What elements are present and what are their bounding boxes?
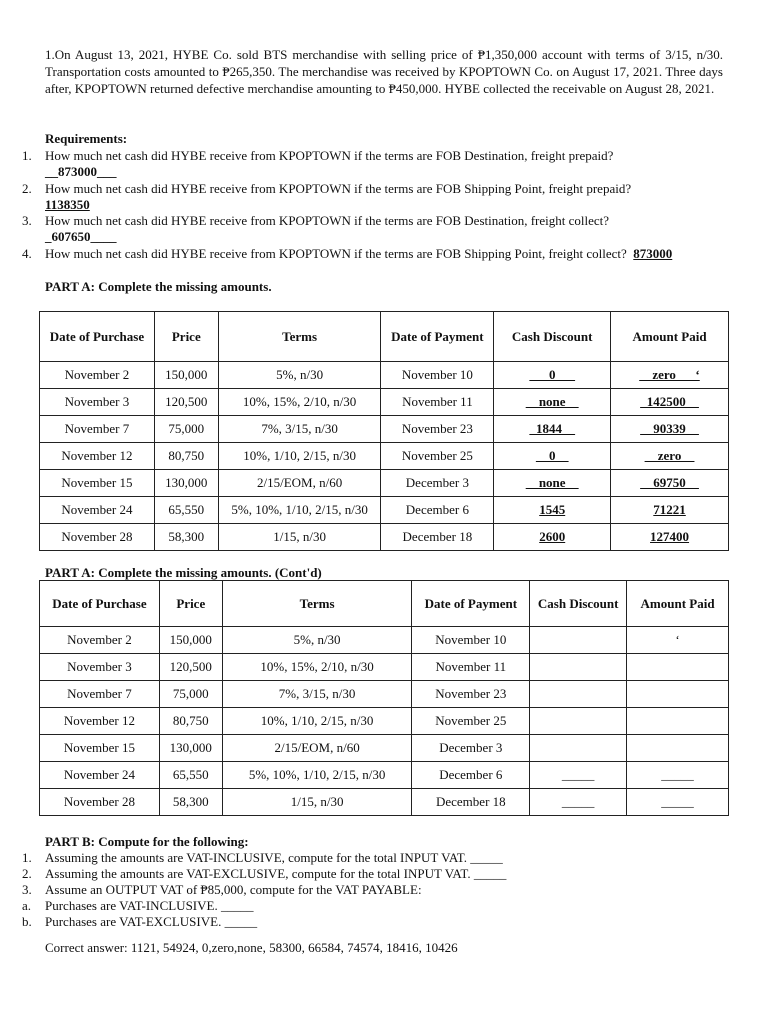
- requirement-text: How much net cash did HYBE receive from KPOPTOWN if the terms are FOB Destination, freight prepaid?: [45, 148, 614, 163]
- part-b-number: 1.: [22, 850, 32, 865]
- price-cell: 130,000: [154, 470, 218, 497]
- requirement-number: 2.: [22, 181, 32, 196]
- column-header: Amount Paid: [627, 581, 729, 627]
- date-cell: November 7: [40, 681, 160, 708]
- date-cell: November 15: [40, 470, 155, 497]
- price-cell: 120,500: [159, 654, 222, 681]
- part-b-heading: PART B: Compute for the following:: [45, 834, 249, 849]
- column-header: Amount Paid: [611, 312, 729, 362]
- amount-paid-cell[interactable]: [627, 708, 729, 735]
- payment-date-cell: November 23: [412, 681, 530, 708]
- table-row: [40, 762, 729, 789]
- discount-cell[interactable]: _____: [530, 789, 627, 816]
- table-row: [40, 362, 729, 389]
- date-cell: November 12: [40, 443, 155, 470]
- amount-paid-cell[interactable]: _142500__: [611, 389, 729, 416]
- price-cell: 150,000: [154, 362, 218, 389]
- price-cell: 75,000: [159, 681, 222, 708]
- amount-paid-cell[interactable]: [627, 654, 729, 681]
- requirement-answer: __873000___: [45, 164, 117, 179]
- amount-paid-cell[interactable]: __90339__: [611, 416, 729, 443]
- table-row: [40, 708, 729, 735]
- payment-date-cell: November 25: [381, 443, 494, 470]
- discount-cell[interactable]: 2600: [494, 524, 611, 551]
- price-cell: 120,500: [154, 389, 218, 416]
- terms-cell: 5%, n/30: [222, 627, 412, 654]
- part-b-text: Assuming the amounts are VAT-INCLUSIVE, compute for the total INPUT VAT. _____: [45, 850, 503, 865]
- terms-cell: 5%, 10%, 1/10, 2/15, n/30: [218, 497, 381, 524]
- column-header: Price: [154, 312, 218, 362]
- table-row: [40, 497, 729, 524]
- part-a-heading: PART A: Complete the missing amounts.: [45, 279, 272, 294]
- table-row: [40, 443, 729, 470]
- payment-date-cell: November 11: [381, 389, 494, 416]
- column-header: Cash Discount: [494, 312, 611, 362]
- discount-cell[interactable]: [530, 708, 627, 735]
- payment-date-cell: November 10: [412, 627, 530, 654]
- discount-cell[interactable]: _____: [530, 762, 627, 789]
- price-cell: 75,000: [154, 416, 218, 443]
- date-cell: November 12: [40, 708, 160, 735]
- discount-cell[interactable]: __none__: [494, 389, 611, 416]
- part-b-text: Purchases are VAT-INCLUSIVE. _____: [45, 898, 254, 913]
- requirement-line: [45, 246, 672, 262]
- part-b-number: a.: [22, 898, 32, 913]
- date-cell: November 28: [40, 789, 160, 816]
- requirement-text: How much net cash did HYBE receive from KPOPTOWN if the terms are FOB Shipping Point, freight collect?: [45, 246, 627, 261]
- column-header: Date of Payment: [381, 312, 494, 362]
- price-cell: 65,550: [159, 762, 222, 789]
- discount-cell[interactable]: [530, 627, 627, 654]
- part-b-number: 3.: [22, 882, 32, 897]
- discount-cell[interactable]: [530, 654, 627, 681]
- payment-date-cell: November 10: [381, 362, 494, 389]
- payment-date-cell: December 6: [381, 497, 494, 524]
- payment-date-cell: November 11: [412, 654, 530, 681]
- table-row: [40, 627, 729, 654]
- table-row: [40, 681, 729, 708]
- payment-date-cell: December 3: [412, 735, 530, 762]
- column-header: Cash Discount: [530, 581, 627, 627]
- terms-cell: 10%, 1/10, 2/15, n/30: [222, 708, 412, 735]
- part-a-cont-table: [39, 580, 729, 816]
- discount-cell[interactable]: [530, 681, 627, 708]
- column-header: Terms: [218, 312, 381, 362]
- part-a-table: [39, 311, 729, 551]
- terms-cell: 10%, 1/10, 2/15, n/30: [218, 443, 381, 470]
- payment-date-cell: December 18: [381, 524, 494, 551]
- part-b-text: Assuming the amounts are VAT-EXCLUSIVE, compute for the total INPUT VAT. _____: [45, 866, 507, 881]
- table-header-row: [40, 312, 729, 362]
- table-row: [40, 389, 729, 416]
- amount-paid-cell[interactable]: _____: [627, 762, 729, 789]
- correct-answer-text: Correct answer: 1121, 54924, 0,zero,none, 58300, 66584, 74574, 18416, 10426: [45, 940, 458, 955]
- amount-paid-cell[interactable]: [627, 735, 729, 762]
- table-header-row: [40, 581, 729, 627]
- table-row: [40, 654, 729, 681]
- requirements-title: Requirements:: [45, 131, 128, 146]
- payment-date-cell: November 23: [381, 416, 494, 443]
- requirement-answer: _607650____: [45, 229, 117, 244]
- terms-cell: 7%, 3/15, n/30: [218, 416, 381, 443]
- price-cell: 58,300: [154, 524, 218, 551]
- requirement-answer: 1138350: [45, 197, 90, 212]
- column-header: Date of Purchase: [40, 581, 160, 627]
- table-row: [40, 416, 729, 443]
- terms-cell: 7%, 3/15, n/30: [222, 681, 412, 708]
- amount-paid-cell[interactable]: __zero__: [611, 443, 729, 470]
- date-cell: November 15: [40, 735, 160, 762]
- problem-statement: 1.On August 13, 2021, HYBE Co. sold BTS merchandise with selling price of ₱1,350,000 account with terms of 3/15, n/30. Transportation costs amounted to ₱265,350. The merchandise was received by KPOPTOWN Co. on August 17, 2021. Three days after, KPOPTOWN returned defective merchandise amounting to ₱450,000. HYBE collected the receivable on August 28, 2021.: [45, 47, 723, 96]
- part-b-text: Assume an OUTPUT VAT of ₱85,000, compute for the VAT PAYABLE:: [45, 882, 422, 897]
- terms-cell: 10%, 15%, 2/10, n/30: [222, 654, 412, 681]
- terms-cell: 10%, 15%, 2/10, n/30: [218, 389, 381, 416]
- part-b-text: Purchases are VAT-EXCLUSIVE. _____: [45, 914, 258, 929]
- date-cell: November 3: [40, 654, 160, 681]
- price-cell: 65,550: [154, 497, 218, 524]
- amount-paid-cell[interactable]: 127400: [611, 524, 729, 551]
- date-cell: November 2: [40, 362, 155, 389]
- amount-paid-cell[interactable]: 71221: [611, 497, 729, 524]
- requirement-text: How much net cash did HYBE receive from KPOPTOWN if the terms are FOB Shipping Point, freight prepaid?: [45, 181, 632, 196]
- requirement-answer: 873000: [633, 246, 673, 261]
- column-header: Date of Payment: [412, 581, 530, 627]
- payment-date-cell: December 18: [412, 789, 530, 816]
- part-b-number: 2.: [22, 866, 32, 881]
- discount-cell[interactable]: _1844__: [494, 416, 611, 443]
- payment-date-cell: November 25: [412, 708, 530, 735]
- terms-cell: 1/15, n/30: [222, 789, 412, 816]
- amount-paid-cell[interactable]: ‘: [627, 627, 729, 654]
- column-header: Price: [159, 581, 222, 627]
- table-row: [40, 735, 729, 762]
- date-cell: November 7: [40, 416, 155, 443]
- discount-cell[interactable]: [530, 735, 627, 762]
- date-cell: November 2: [40, 627, 160, 654]
- date-cell: November 3: [40, 389, 155, 416]
- table-row: [40, 789, 729, 816]
- requirement-number: 3.: [22, 213, 32, 228]
- amount-paid-cell[interactable]: __69750__: [611, 470, 729, 497]
- part-b-number: b.: [22, 914, 32, 929]
- amount-paid-cell[interactable]: [627, 681, 729, 708]
- price-cell: 80,750: [159, 708, 222, 735]
- discount-cell[interactable]: 1545: [494, 497, 611, 524]
- discount-cell[interactable]: __none__: [494, 470, 611, 497]
- price-cell: 80,750: [154, 443, 218, 470]
- date-cell: November 24: [40, 497, 155, 524]
- payment-date-cell: December 3: [381, 470, 494, 497]
- date-cell: November 24: [40, 762, 160, 789]
- part-a-cont-heading: PART A: Complete the missing amounts. (Cont'd): [45, 565, 322, 580]
- discount-cell[interactable]: ___0___: [494, 362, 611, 389]
- price-cell: 150,000: [159, 627, 222, 654]
- requirement-number: 1.: [22, 148, 32, 163]
- table-row: [40, 470, 729, 497]
- payment-date-cell: December 6: [412, 762, 530, 789]
- requirement-number: 4.: [22, 246, 32, 261]
- price-cell: 58,300: [159, 789, 222, 816]
- terms-cell: 5%, n/30: [218, 362, 381, 389]
- amount-paid-cell[interactable]: _____: [627, 789, 729, 816]
- terms-cell: 2/15/EOM, n/60: [218, 470, 381, 497]
- date-cell: November 28: [40, 524, 155, 551]
- terms-cell: 5%, 10%, 1/10, 2/15, n/30: [222, 762, 412, 789]
- requirement-text: How much net cash did HYBE receive from KPOPTOWN if the terms are FOB Destination, freight collect?: [45, 213, 610, 228]
- column-header: Terms: [222, 581, 412, 627]
- discount-cell[interactable]: __0__: [494, 443, 611, 470]
- terms-cell: 1/15, n/30: [218, 524, 381, 551]
- price-cell: 130,000: [159, 735, 222, 762]
- amount-paid-cell[interactable]: __zero___‘: [611, 362, 729, 389]
- column-header: Date of Purchase: [40, 312, 155, 362]
- terms-cell: 2/15/EOM, n/60: [222, 735, 412, 762]
- table-row: [40, 524, 729, 551]
